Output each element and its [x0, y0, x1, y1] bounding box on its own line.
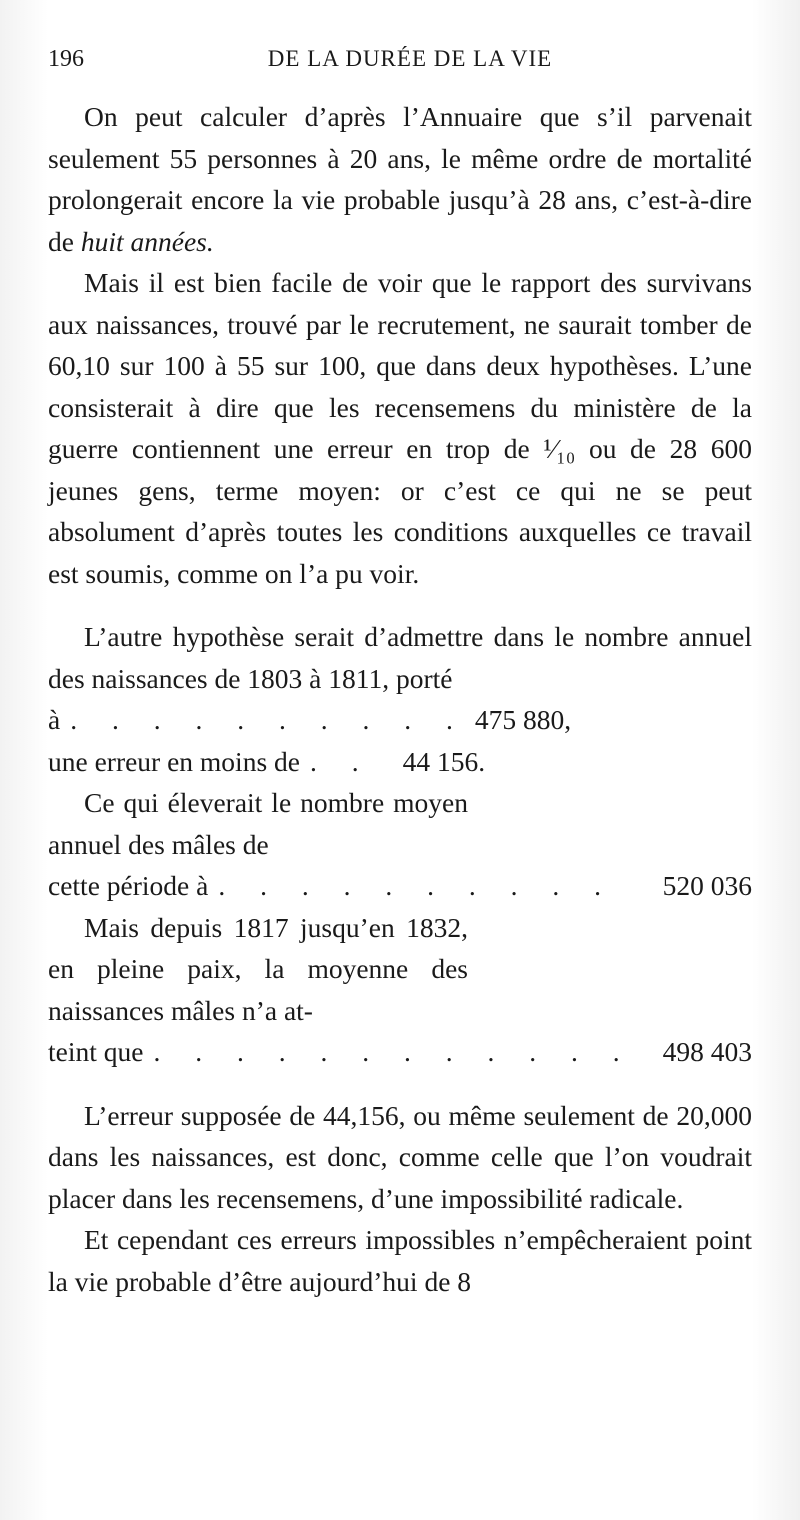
calc-row-error-dots: . .	[310, 745, 373, 777]
calc-block-actual-label: teint que	[48, 1036, 144, 1067]
calc-row-births-dots: . . . . . . . . . .	[70, 704, 467, 735]
calc-row-births	[48, 699, 752, 741]
calc-block-actual-value: 498 403	[662, 1036, 752, 1067]
calc-block-actual-row	[48, 1031, 752, 1073]
calc-row-births-value: 475 880,	[474, 704, 572, 735]
calc-block-raised-label: cette période à	[48, 870, 209, 901]
calc-block-actual-text: Mais depuis 1817 jusqu’en 1832, en pleine paix, la moyenne des naissances mâles n’a at-	[48, 911, 468, 1026]
running-head: DE LA DURÉE DE LA VIE	[267, 46, 553, 71]
paragraph-4: L’erreur supposée de 44,156, ou même seulement de 20,000 dans les naissances, est donc, comme celle que l’on voudrait placer dans les recensemens, d’une impossibilité radicale.	[48, 1099, 752, 1214]
calc-block-raised-row	[48, 865, 752, 907]
calc-block-raised-dots: . . . . . . . . . .	[218, 870, 615, 901]
paragraph-gap	[48, 1073, 752, 1095]
page-header	[48, 46, 752, 76]
paragraph-5: Et cependant ces erreurs impossibles n’empêcheraient point la vie probable d’être aujourd’hui de 8	[48, 1224, 752, 1297]
body-text	[48, 96, 752, 1302]
calc-row-error	[48, 741, 752, 783]
paragraph-1	[48, 96, 752, 262]
paragraph-3: L’autre hypothèse serait d’admettre dans le nombre annuel des naissances de 1803 à 1811, porté	[48, 621, 752, 694]
calc-block-raised-text: Ce qui éleverait le nombre moyen annuel des mâles de	[48, 787, 468, 860]
paragraph-1-text: On peut calculer d’après l’Annuaire que s’il parvenait seulement 55 personnes à 20 ans, le même ordre de mortalité prolongerait encore la vie probable jusqu’à 28 ans, c’est-à-dire de	[48, 101, 752, 257]
calc-row-births-label: à	[48, 704, 61, 735]
paragraph-gap	[48, 594, 752, 616]
page-number: 196	[48, 46, 84, 72]
calc-block-actual-dots: . . . . . . . . . . . .	[153, 1036, 634, 1067]
paragraph-1-italic: huit années.	[80, 225, 214, 257]
paragraph-2: Mais il est bien facile de voir que le rapport des survivans aux naissances, trouvé par le recrutement, ne saurait tomber de 60,10 sur 100 à 55 sur 100, que dans deux hypothèses. L’une consisterait à dire que les recensemens du ministère de la guerre contiennent une erreur en trop de ¹⁄₁₀ ou de 28 600 jeunes gens, terme moyen: or c’est ce qui ne se peut absolument d’après toutes les conditions auxquelles ce travail est soumis, comme on l’a pu voir.	[48, 267, 752, 589]
calc-block-raised-value: 520 036	[662, 870, 752, 901]
calc-row-error-value: 44 156.	[402, 745, 486, 777]
calc-row-error-label: une erreur en moins de	[48, 745, 300, 777]
